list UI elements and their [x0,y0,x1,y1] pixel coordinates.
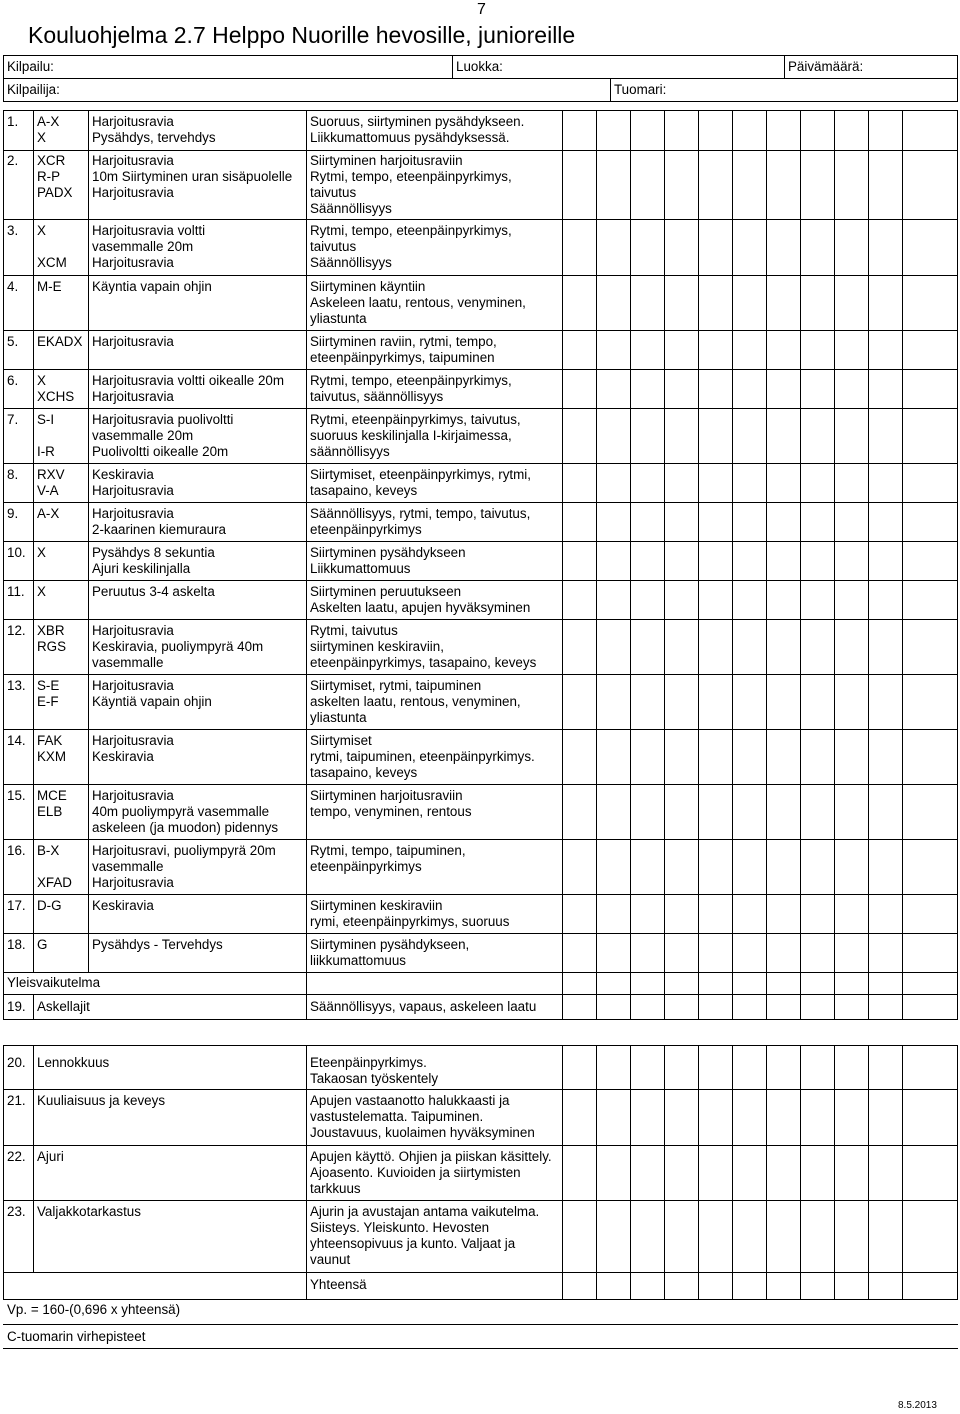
movement-criteria: Säännöllisyys, rytmi, tempo, taivutus, eteenpäinpyrkimys [310,506,531,537]
movement-criteria: Suoruus, siirtyminen pysähdykseen. Liikkumattomuus pysähdyksessä. [310,114,525,145]
movement-number: 16. [7,843,26,858]
vp-formula: Vp. = 160-(0,696 x yhteensä) [7,1302,181,1317]
general-criteria: Apujen vastaanotto halukkaasti ja vastustelematta. Taipuminen. Joustavuus, kuolaimen hyväksyminen [310,1093,535,1140]
row-divider [3,502,958,503]
row-divider [3,933,958,934]
movement-criteria: Siirtyminen keskiraviin rymi, eteenpäinpyrkimys, suoruus [310,898,510,929]
column-divider [834,1045,835,1300]
column-divider [834,110,835,1020]
column-divider [306,110,307,1020]
movement-task: Keskiravia [92,898,154,913]
row-divider [3,784,958,785]
movement-letters: XCR R-P PADX [37,153,73,200]
movement-number: 7. [7,412,19,427]
movement-letters: B-X XFAD [37,843,72,890]
column-divider [868,1045,869,1300]
column-divider [33,110,34,972]
column-divider [562,110,563,1020]
general-task: Valjakkotarkastus [37,1204,141,1219]
movement-number: 18. [7,937,26,952]
general-task: Kuuliaisuus ja keveys [37,1093,166,1108]
movement-criteria: Siirtymiset, rytmi, taipuminen askelten laatu, rentous, venyminen, yliastunta [310,678,521,725]
row-divider [3,894,958,895]
movement-task: Pysähdys 8 sekuntia Ajuri keskilinjalla [92,545,215,576]
general-criteria: Eteenpäinpyrkimys. Takaosan työskentely [310,1055,439,1086]
movement-letters: A-X [37,506,60,521]
row-divider [3,1145,958,1146]
row-divider [3,369,958,370]
row-divider [3,729,958,730]
row-divider [3,1089,958,1090]
column-divider [698,1045,699,1300]
movement-number: 2. [7,153,19,168]
tuomari-field[interactable]: Tuomari: [614,82,667,97]
movement-number: 11. [7,584,25,599]
row-divider [3,972,958,973]
movement-letters: D-G [37,898,62,913]
movement-letters: FAK KXM [37,733,67,764]
column-divider [33,994,34,1020]
general-number: 19. [7,999,26,1014]
page-title: Kouluohjelma 2.7 Helppo Nuorille hevosille, junioreille [28,22,576,48]
movement-letters: M-E [37,279,62,294]
column-divider [596,1045,597,1300]
movement-number: 14. [7,733,26,748]
movement-task: Harjoitusravia 10m Siirtyminen uran sisäpuolelle Harjoitusravia [92,153,293,200]
movement-task: Harjoitusravia Keskiravia [92,733,174,764]
column-divider [630,1045,631,1300]
movement-letters: X [37,584,46,599]
column-divider [902,1045,903,1300]
movement-task: Keskiravia Harjoitusravia [92,467,174,498]
general-task: Lennokkuus [37,1055,110,1070]
row-divider [3,1200,958,1201]
movement-number: 3. [7,223,19,238]
movement-criteria: Rytmi, tempo, eteenpäinpyrkimys, taivutus Säännöllisyys [310,223,512,270]
movement-task: Harjoitusravia voltti vasemmalle 20m Harjoitusravia [92,223,206,270]
column-divider [766,1045,767,1300]
movement-letters: EKADX [37,334,83,349]
page-number: 7 [477,1,486,18]
movement-criteria: Rytmi, taivutus siirtyminen keskiraviin, eteenpäinpyrkimys, tasapaino, keveys [310,623,537,670]
movement-number: 9. [7,506,19,521]
movement-letters: X XCHS [37,373,75,404]
column-divider [800,1045,801,1300]
movement-number: 1. [7,114,19,129]
movement-task: Harjoitusravia Käyntiä vapain ohjin [92,678,212,709]
row-divider [3,408,958,409]
c-tuomari-label: C-tuomarin virhepisteet [7,1329,146,1344]
row-divider [3,330,958,331]
movement-criteria: Siirtyminen raviin, rytmi, tempo, eteenpäinpyrkimys, taipuminen [310,334,497,365]
movement-letters: XBR RGS [37,623,67,654]
row-divider [3,674,958,675]
row-divider [3,275,958,276]
column-divider [596,110,597,1020]
movement-number: 12. [7,623,26,638]
luokka-field[interactable]: Luokka: [456,59,503,74]
row-divider [3,619,958,620]
movement-number: 5. [7,334,19,349]
column-divider [732,1045,733,1300]
movement-task: Harjoitusravia 40m puoliympyrä vasemmalle askeleen (ja muodon) pidennys [92,788,279,835]
movement-letters: X XCM [37,223,67,270]
movement-criteria: Siirtyminen pysähdykseen Liikkumattomuus [310,545,466,576]
row-divider [3,580,958,581]
movement-letters: G [37,937,48,952]
general-number: 23. [7,1204,26,1219]
row-divider [3,219,958,220]
kilpailija-field[interactable]: Kilpailija: [7,82,60,97]
movement-letters: A-X X [37,114,60,145]
movement-letters: X [37,545,46,560]
movement-criteria: Rytmi, tempo, taipuminen, eteenpäinpyrkimys [310,843,466,874]
movement-letters: S-I I-R [37,412,55,459]
movement-criteria: Siirtyminen harjoitusraviin tempo, venyminen, rentous [310,788,472,819]
column-divider [732,110,733,1020]
movement-task: Harjoitusravia Pysähdys, tervehdys [92,114,216,145]
column-divider [664,110,665,1020]
column-divider [902,110,903,1020]
movement-task: Harjoitusravi, puoliympyrä 20m vasemmalle Harjoitusravia [92,843,276,890]
movement-task: Peruutus 3-4 askelta [92,584,215,599]
yleisvaikutelma-label: Yleisvaikutelma [7,975,101,990]
column-divider [88,110,89,972]
movement-task: Harjoitusravia puolivoltti vasemmalle 20m Puolivoltti oikealle 20m [92,412,234,459]
movement-criteria: Siirtymiset, eteenpäinpyrkimys, rytmi, tasapaino, keveys [310,467,531,498]
column-divider [800,110,801,1020]
row-divider [3,1272,958,1273]
paivamaara-field[interactable]: Päivämäärä: [788,59,864,74]
column-divider [664,1045,665,1300]
column-divider [630,110,631,1020]
movement-letters: RXV V-A [37,467,65,498]
general-criteria: Ajurin ja avustajan antama vaikutelma. Siisteys. Yleiskunto. Hevosten yhteensopivuus ja kunto. Valjaat ja vaunut [310,1204,540,1267]
date-footer: 8.5.2013 [898,1400,937,1411]
movement-criteria: Siirtymiset rytmi, taipuminen, eteenpäinpyrkimys. tasapaino, keveys [310,733,535,780]
general-number: 21. [7,1093,26,1108]
kilpailu-field[interactable]: Kilpailu: [7,59,54,74]
movement-letters: MCE ELB [37,788,67,819]
row-divider [3,541,958,542]
movement-task: Harjoitusravia [92,334,174,349]
general-criteria: Säännöllisyys, vapaus, askeleen laatu [310,999,537,1014]
movement-criteria: Siirtyminen pysähdykseen, liikkumattomuus [310,937,470,968]
movement-number: 4. [7,279,19,294]
column-divider [698,110,699,1020]
movement-task: Harjoitusravia voltti oikealle 20m Harjoitusravia [92,373,285,404]
column-divider [306,1045,307,1300]
movement-task: Harjoitusravia 2-kaarinen kiemuraura [92,506,226,537]
movement-task: Harjoitusravia Keskiravia, puoliympyrä 40m vasemmalle [92,623,264,670]
movement-number: 8. [7,467,19,482]
movement-criteria: Rytmi, eteenpäinpyrkimys, taivutus, suoruus keskilinjalla I-kirjaimessa, säännöllisyys [310,412,521,459]
column-divider [766,110,767,1020]
movement-criteria: Siirtyminen käyntiin Askeleen laatu, rentous, venyminen, yliastunta [310,279,526,326]
movement-criteria: Rytmi, tempo, eteenpäinpyrkimys, taivutus, säännöllisyys [310,373,512,404]
general-task: Askellajit [37,999,90,1014]
row-divider [3,839,958,840]
general-number: 22. [7,1149,26,1164]
movement-criteria: Siirtyminen peruutukseen Askelten laatu, apujen hyväksyminen [310,584,531,615]
yhteensa-label: Yhteensä [310,1277,367,1292]
movement-task: Pysähdys - Tervehdys [92,937,223,952]
movement-number: 10. [7,545,26,560]
movement-number: 17. [7,898,26,913]
movement-task: Käyntia vapain ohjin [92,279,212,294]
general-task: Ajuri [37,1149,64,1164]
row-divider [3,463,958,464]
movement-criteria: Siirtyminen harjoitusraviin Rytmi, tempo, eteenpäinpyrkimys, taivutus Säännöllisyys [310,153,512,216]
row-divider [3,150,958,151]
movement-number: 6. [7,373,19,388]
column-divider [562,1045,563,1300]
movement-number: 13. [7,678,26,693]
column-divider [33,1045,34,1272]
general-number: 20. [7,1055,26,1070]
movement-number: 15. [7,788,26,803]
column-divider [868,110,869,1020]
row-divider [3,994,958,995]
movement-letters: S-E E-F [37,678,60,709]
general-criteria: Apujen käyttö. Ohjien ja piiskan käsittely. Ajoasento. Kuvioiden ja siirtymisten tarkkuus [310,1149,552,1196]
